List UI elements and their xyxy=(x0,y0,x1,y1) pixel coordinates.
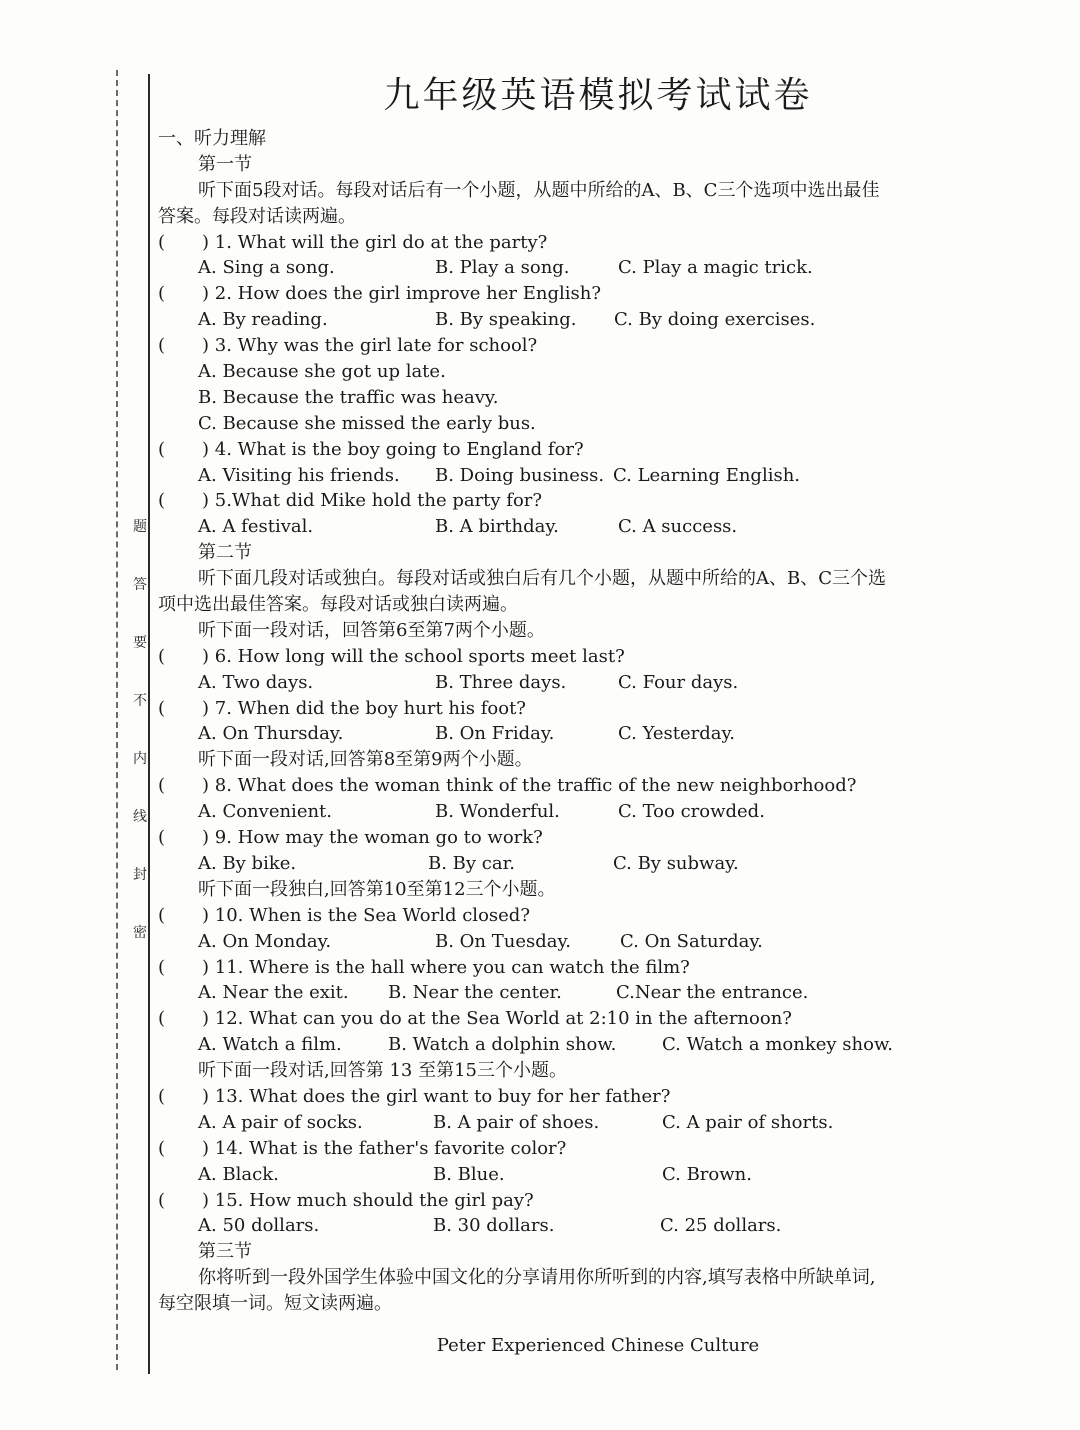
question-text: ) 5.What did Mike hold the party for? xyxy=(202,490,543,512)
option-a: A. Two days. xyxy=(198,671,314,693)
exam-content xyxy=(158,72,1038,1361)
seal-char: 封 xyxy=(133,867,147,883)
option-c: C. A success. xyxy=(618,516,738,538)
question-stem xyxy=(158,437,1038,463)
answer-blank[interactable]: ( xyxy=(158,775,166,797)
question-stem xyxy=(158,903,1038,929)
option-a: A. Near the exit. xyxy=(198,982,349,1004)
answer-blank[interactable]: ( xyxy=(158,1085,166,1107)
option-b: B. 30 dollars. xyxy=(433,1215,555,1237)
question-options xyxy=(158,851,1038,877)
question-options xyxy=(158,721,1038,747)
question-options xyxy=(158,1162,1038,1188)
group-instruction: 听下面一段对话，回答第6至第7两个小题。 xyxy=(198,619,545,641)
answer-blank[interactable]: ( xyxy=(158,283,166,305)
option-c: C. Brown. xyxy=(662,1163,752,1185)
option-a: A. A pair of socks. xyxy=(198,1111,363,1133)
option-c: C. Four days. xyxy=(618,671,739,693)
option-c: C. By doing exercises. xyxy=(614,309,816,331)
answer-blank[interactable]: ( xyxy=(158,645,166,667)
question-stem xyxy=(158,281,1038,307)
question-text: ) 8. What does the woman think of the traffic of the new neighborhood? xyxy=(202,775,857,797)
exam-title: 九年级英语模拟考试试卷 xyxy=(383,75,813,116)
option-b: B. By speaking. xyxy=(435,309,577,331)
option-a: A. Because she got up late. xyxy=(198,361,446,383)
section-heading: 第二节 xyxy=(198,542,252,564)
option-b: B. Three days. xyxy=(435,671,567,693)
question-options xyxy=(158,799,1038,825)
question-stem xyxy=(158,333,1038,359)
answer-blank[interactable]: ( xyxy=(158,231,166,253)
option-a: A. By reading. xyxy=(198,309,328,331)
option-b: B. Blue. xyxy=(433,1163,505,1185)
question-text: ) 6. How long will the school sports meet last? xyxy=(202,645,625,667)
option-c: C. Because she missed the early bus. xyxy=(198,412,536,434)
instruction: 每空限填一词。短文读两遍。 xyxy=(158,1293,392,1315)
instruction: 你将听到一段外国学生体验中国文化的分享请用你所听到的内容,填写表格中所缺单词, xyxy=(198,1267,876,1289)
question-options xyxy=(158,1110,1038,1136)
question-options xyxy=(158,514,1038,540)
question-text: ) 10. When is the Sea World closed? xyxy=(202,904,530,926)
option-b: B. Doing business. xyxy=(435,464,605,486)
seal-char: 要 xyxy=(133,635,147,651)
answer-blank[interactable]: ( xyxy=(158,697,166,719)
option-b: B. On Tuesday. xyxy=(435,930,571,952)
seal-char: 题 xyxy=(133,519,147,535)
question-text: ) 11. Where is the hall where you can watch the film? xyxy=(202,956,690,978)
question-stem xyxy=(158,773,1038,799)
option-b: B. Wonderful. xyxy=(435,801,560,823)
question-text: ) 13. What does the girl want to buy for her father? xyxy=(202,1085,671,1107)
question-stem xyxy=(158,1006,1038,1032)
seal-line-notice xyxy=(131,520,149,940)
group-instruction: 听下面一段对话,回答第 13 至第15三个小题。 xyxy=(198,1060,567,1082)
answer-blank[interactable]: ( xyxy=(158,827,166,849)
section-heading: 第一节 xyxy=(198,153,252,175)
option-c: C. Play a magic trick. xyxy=(618,257,813,279)
instruction: 项中选出最佳答案。每段对话或独白读两遍。 xyxy=(158,594,518,616)
question-stem xyxy=(158,488,1038,514)
question-text: ) 4. What is the boy going to England for? xyxy=(202,438,584,460)
part-heading: 一、听力理解 xyxy=(158,128,266,149)
group-instruction: 听下面一段对话,回答第8至第9两个小题。 xyxy=(198,749,533,771)
seal-char: 线 xyxy=(133,809,147,825)
option-c: C. Learning English. xyxy=(613,464,801,486)
option-c: C. Watch a monkey show. xyxy=(662,1034,893,1056)
option-b: B. On Friday. xyxy=(435,723,555,745)
question-options xyxy=(158,1213,1038,1239)
option-b: B. Watch a dolphin show. xyxy=(388,1034,617,1056)
question-options xyxy=(158,980,1038,1006)
option-b: B. Near the center. xyxy=(388,982,562,1004)
option-b: B. Play a song. xyxy=(435,257,570,279)
question-text: ) 9. How may the woman go to work? xyxy=(202,827,543,849)
question-text: ) 2. How does the girl improve her English? xyxy=(202,283,601,305)
seal-char: 答 xyxy=(133,577,147,593)
answer-blank[interactable]: ( xyxy=(158,1137,166,1159)
question-options xyxy=(158,463,1038,489)
question-options xyxy=(158,670,1038,696)
question-text: ) 1. What will the girl do at the party? xyxy=(202,231,548,253)
passage-title: Peter Experienced Chinese Culture xyxy=(436,1334,760,1356)
answer-blank[interactable]: ( xyxy=(158,1189,166,1211)
answer-blank[interactable]: ( xyxy=(158,335,166,357)
question-options xyxy=(158,929,1038,955)
dotted-binding-line xyxy=(116,70,118,1370)
option-a: A. On Monday. xyxy=(198,930,332,952)
question-stem xyxy=(158,644,1038,670)
option-a: A. Convenient. xyxy=(198,801,333,823)
question-options xyxy=(158,1032,1038,1058)
option-c: C.Near the entrance. xyxy=(616,982,809,1004)
option-c: C. By subway. xyxy=(613,852,739,874)
instruction: 听下面5段对话。每段对话后有一个小题，从题中所给的A、B、C三个选项中选出最佳 xyxy=(198,179,880,201)
question-text: ) 3. Why was the girl late for school? xyxy=(202,335,538,357)
option-b: B. A pair of shoes. xyxy=(433,1111,600,1133)
answer-blank[interactable]: ( xyxy=(158,904,166,926)
seal-char: 不 xyxy=(133,693,147,709)
answer-blank[interactable]: ( xyxy=(158,956,166,978)
instruction: 答案。每段对话读两遍。 xyxy=(158,205,356,227)
option-a: A. By bike. xyxy=(198,852,297,874)
question-stem xyxy=(158,696,1038,722)
question-options xyxy=(158,307,1038,333)
option-a: A. Watch a film. xyxy=(198,1034,342,1056)
question-text: ) 7. When did the boy hurt his foot? xyxy=(202,697,526,719)
option-b: B. Because the traffic was heavy. xyxy=(198,386,499,408)
option-a: A. Visiting his friends. xyxy=(198,464,400,486)
option-c: C. Too crowded. xyxy=(618,801,765,823)
question-text: ) 15. How much should the girl pay? xyxy=(202,1189,534,1211)
question-stem xyxy=(158,230,1038,256)
option-c: C. On Saturday. xyxy=(620,930,763,952)
question-stem xyxy=(158,825,1038,851)
option-c: C. A pair of shorts. xyxy=(662,1111,834,1133)
option-c: C. Yesterday. xyxy=(618,723,736,745)
question-stem xyxy=(158,1136,1038,1162)
section-heading: 第三节 xyxy=(198,1241,252,1263)
option-a: A. On Thursday. xyxy=(198,723,344,745)
question-options xyxy=(158,255,1038,281)
instruction: 听下面几段对话或独白。每段对话或独白后有几个小题，从题中所给的A、B、C三个选 xyxy=(198,568,886,590)
answer-blank[interactable]: ( xyxy=(158,438,166,460)
question-stem xyxy=(158,955,1038,981)
option-a: A. Sing a song. xyxy=(198,257,335,279)
question-text: ) 14. What is the father's favorite color? xyxy=(202,1137,567,1159)
seal-char: 密 xyxy=(133,925,147,941)
answer-blank[interactable]: ( xyxy=(158,490,166,512)
question-stem xyxy=(158,1188,1038,1214)
option-c: C. 25 dollars. xyxy=(660,1215,782,1237)
question-stem xyxy=(158,1084,1038,1110)
option-a: A. A festival. xyxy=(198,516,314,538)
answer-blank[interactable]: ( xyxy=(158,1008,166,1030)
option-b: B. A birthday. xyxy=(435,516,559,538)
group-instruction: 听下面一段独白,回答第10至第12三个小题。 xyxy=(198,878,556,900)
option-a: A. 50 dollars. xyxy=(198,1215,320,1237)
question-text: ) 12. What can you do at the Sea World at 2:10 in the afternoon? xyxy=(202,1008,792,1030)
option-a: A. Black. xyxy=(198,1163,279,1185)
seal-char: 内 xyxy=(133,751,147,767)
option-b: B. By car. xyxy=(428,852,515,874)
